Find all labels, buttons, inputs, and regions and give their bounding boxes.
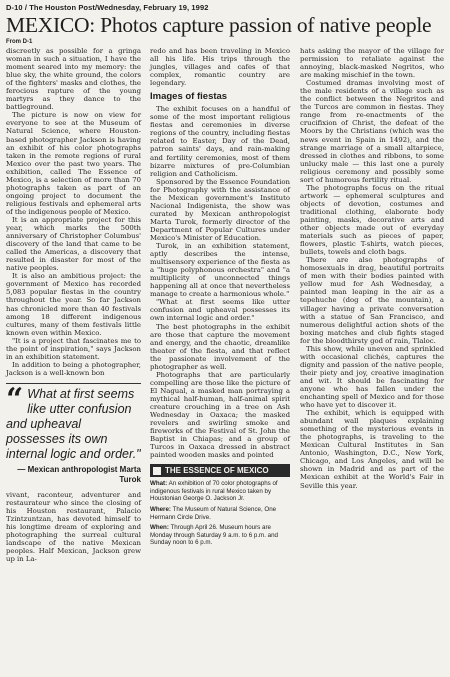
info-when-text: Through April 26. Museum hours are Monday through Saturday 9 a.m. to 6 p.m. and Sunday noon to 6 p.m.: [150, 524, 278, 547]
info-where-text: The Museum of Natural Science, One Hermann Circle Drive.: [150, 506, 277, 521]
info-box: [150, 477, 290, 547]
paragraph: In addition to being a photographer, Jackson is a well-known bon: [6, 360, 141, 377]
info-where-label: Where:: [150, 506, 171, 514]
quote-mark-icon: “: [6, 381, 24, 417]
paragraph: "What at first seems like utter confusion and upheaval possesses its own internal logic and order.": [150, 298, 290, 323]
info-box-title-text: THE ESSENCE OF MEXICO: [165, 466, 269, 476]
paragraph: It is an appropriate project for this year, which marks the 500th anniversary of Christopher Columbus' discovery of the land that came to be called the Americas, a discovery that resulted in disaster for most of the native peoples.: [6, 215, 141, 273]
pull-quote-attribution: — Mexican anthropologist Marta Turok: [17, 464, 141, 484]
info-box-title: [150, 464, 290, 477]
headline: MEXICO: Photos capture passion of native people: [6, 13, 432, 37]
page-header: D-10 / The Houston Post/Wednesday, February 19, 1992: [6, 3, 209, 12]
paragraph: redo and has been traveling in Mexico all his life. His trips through the jungles, villages and cafes of that complex, romantic country are legendary.: [150, 47, 290, 88]
jump-line: From D-1: [6, 39, 33, 45]
paragraph: The photographs focus on the ritual artwork — ephemeral sculptures and objects of devotion, costumes and traditional clothing, elaborate body painting, masks, decorative arts and other objects made out of everyday materials such as pieces of paper, flowers, plastic T-shirts, watch pieces, bullets, towels and cloth bags.: [300, 183, 444, 257]
paragraph: Turok, in an exhibition statement, aptly describes the intense, multisensory experience of the fiesta as a "huge polyphonous orchestra" and "a multiplicity of unconnected things happening all at once that nevertheless manage to create a harmonious whole.": [150, 242, 290, 299]
info-what-label: What:: [150, 480, 168, 488]
info-what-text: An exhibition of 70 color photographs of indigenous festivals in rural Mexico taken by Houstonian George O. Jackson Jr.: [150, 480, 278, 503]
paragraph: The picture is now on view for everyone to see at the Museum of Natural Science, where Houston-based photographer Jackson is having an exhibit of his color photographs taken in the remote regions of rural Mexico over the past two years. The exhibition, called The Essence of Mexico, is a selection of more than 70 photographs taken as part of an ongoing project to document the religious festivals and ephemeral arts of the indigenous people of Mexico.: [6, 111, 141, 216]
info-when-label: When:: [150, 524, 169, 532]
section-subhead: Images of fiestas: [150, 91, 228, 103]
paragraph: vivant, raconteur, adventurer and restaurateur who since the closing of his Houston restaurant, Palacio Tzintzuntzan, has devoted himself to his longtime dream of exploring and photographing the surreal cultural landscape of the native Mexican peoples. Half Mexican, Jackson grew up in La-: [6, 490, 141, 564]
column-3: [300, 47, 444, 490]
paragraph: The exhibit focuses on a handful of some of the most important religious fiestas and ceremonies in diverse regions of the country, including fiestas related to Easter, Day of the Dead, patron saints' days, and rain-making and fertility ceremonies, most of them bizarre mixtures of pre-Columbian religion and Catholicism.: [150, 105, 290, 178]
info-when: [150, 524, 290, 547]
info-where: [150, 506, 290, 521]
paragraph: It is also an ambitious project: the government of Mexico has recorded 5,083 popular fiestas in the country throughout the year. So far Jackson has chronicled more than 40 festivals among 18 different indigenous cultures, many of them festivals little known even within Mexico.: [6, 272, 141, 337]
paragraph: Costumed dramas involving most of the male residents of a village such as the conflict between the Negritos and the Turcos are common in fiestas. They range from re-enactments of the crucifixion of Christ, the defeat of the Moors by the Christians (which was the news event in Spain in 1492), and the strange marriage of a small altarpiece, dressed in clothes and ribbons, to some unlucky male — this last one a purely religious ceremony and possibly some sort of humorous fertility ritual.: [300, 79, 444, 184]
paragraph: The best photographs in the exhibit are those that capture the movement and energy, and the chaotic, dreamlike theater of the fiesta, and that reflect the passionate involvement of the photographer as well.: [150, 322, 290, 371]
column-2: [150, 47, 290, 550]
paragraph: Photographs that are particularly compelling are those like the picture of El Nagual, a masked man portraying a mythical half-human, half-animal spirit creature crouching in a tree on Ash Wednesday in Oaxaca; the masked revelers and swirling smoke and fireworks of the Festival of St. John the Baptist in Chiapas; and a group of Turcos in Oaxaca dressed in abstract painted wooden masks and pointed: [150, 370, 290, 460]
paragraph: "It is a project that fascinates me to the point of inspiration," says Jackson in an exhibition statement.: [6, 336, 141, 361]
paragraph: This show, while uneven and sprinkled with occasional clichés, captures the dignity and passion of the native people, their piety and joy, creative imagination and wit. It should be fascinating for anyone who has fallen under the enchanting spell of Mexico and for those who have yet to discover it.: [300, 344, 444, 410]
column-1: [6, 47, 141, 563]
paragraph: There are also photographs of homosexuals in drag, beautiful portraits of men with their bodies painted with yellow mud for Ash Wednesday, a painted man leaping in the air as a tepehuche (dog of the mountain), a villager having a private conversation with a statue of San Francisco, and numerous delightful action shots of the boxing matches and club fights staged for the bloodthirsty god of rain, Tlaloc.: [300, 256, 444, 345]
square-icon: [153, 467, 161, 475]
paragraph: The exhibit, which is equipped with abundant wall plaques explaining something of the mysterious events in the photographs, is traveling to the Mexican Cultural Institutes in San Antonio, Washington, D.C., New York, Chicago, and Los Angeles, and will be shown in Madrid and as part of the Mexican exhibit at the World's Fair in Seville this year.: [300, 409, 444, 490]
pull-quote: [6, 383, 141, 485]
paragraph: Sponsored by the Essence Foundation for Photography with the assistance of the Mexican government's Instituto Nacional Indigenista, the show was curated by Mexican anthropologist Marta Turok, formerly director of the Department of Popular Cultures under Mexico's Minister of Education.: [150, 177, 290, 242]
info-what: [150, 480, 290, 503]
paragraph: hats asking the mayor of the village for permission to retaliate against the annoying, black-masked Negritos, who are making mischief in the town.: [300, 47, 444, 80]
paragraph: discreetly as possible for a gringa woman in such a situation, I have the moment seared into my memory: the blue sky, the white ground, the colors of the fighters' masks and clothes, the ferocious rapture of the young martyrs as they dance to the battleground.: [6, 47, 141, 112]
pull-quote-text: What at first seems like utter confusion and upheaval possesses its own internal logic and order.": [6, 386, 141, 461]
